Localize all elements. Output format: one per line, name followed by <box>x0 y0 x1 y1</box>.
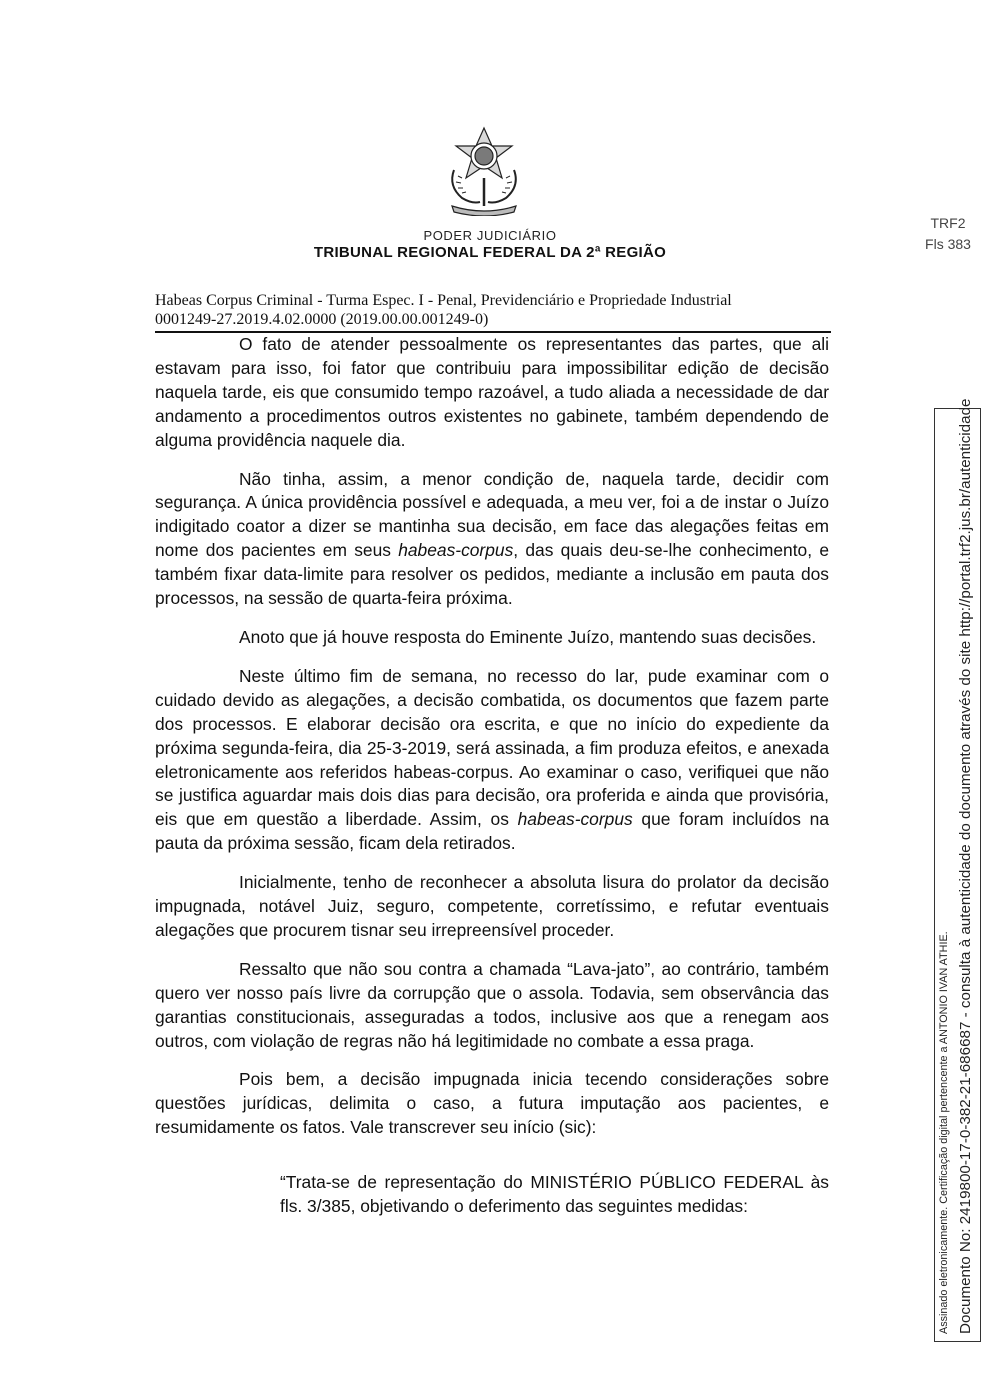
paragraph-text: , das quais deu-se-lhe conhecimento, e também fixar data-limite para resolver os pedidos, mediante a inclusão em pauta dos processos, na sessão de quarta-feira próxima. <box>155 540 829 609</box>
block-quote: “Trata-se de representação do MINISTÉRIO PÚBLICO FEDERAL às fls. 3/385, objetivando o deferimento das seguintes medidas: <box>280 1172 829 1217</box>
paragraph <box>155 665 829 856</box>
case-number: 0001249-27.2019.4.02.0000 (2019.00.00.001249-0) <box>155 311 489 328</box>
page-tag <box>920 213 976 255</box>
emphasized-term: habeas-corpus <box>517 809 633 830</box>
paragraph-text: Neste último fim de semana, no recesso do lar, pude examinar com o cuidado devido as alegações, a decisão combatida, os documentos que fazem parte dos processos. E elaborar decisão ora escrita, e que no início do expediente da próxima segunda-feira, dia 25-3-2019, será assinada, a fim produza efeitos, e anexada eletronicamente aos referidos habeas-corpus. Ao examinar o caso, verifiquei que não se justifica aguardar mais dois dias para decisão, ora proferida e ainda que provisória, eis que em questão a liberdade. Assim, os <box>155 665 829 830</box>
court-tag: TRF2 <box>930 215 966 231</box>
document-authenticity-line: Documento No: 2419800-17-0-382-21-686687 - consulta à autenticidade do documento através do site http://portal.trf2.jus.br/autenticidade <box>957 398 974 1334</box>
paragraph-text: que foram incluídos na pauta da próxima sessão, ficam dela retirados. <box>155 809 829 854</box>
paragraph: Anoto que já houve resposta do Eminente Juízo, mantendo suas decisões. <box>239 626 817 647</box>
paragraph: Ressalto que não sou contra a chamada “Lava-jato”, ao contrário, também quero ver nosso país livre da corrupção que o assola. Todavia, sem observância das garantias constitucionais, asseguradas a todos, inclusive aos que a renegam aos outros, com violação de regras não há legitimidade no combate a essa praga. <box>155 958 829 1051</box>
org-line-1: PODER JUDICIÁRIO <box>423 228 557 243</box>
document-body <box>155 333 829 1234</box>
paragraph-text: Não tinha, assim, a menor condição de, naquela tarde, decidir com segurança. A única providência possível e adequada, a meu ver, foi a de instar o Juízo indigitado coator a dizer se mantinha sua decisão, em face das alegações feitas em nome dos pacientes em seus <box>155 468 829 561</box>
paragraph <box>155 468 829 611</box>
paragraph: Inicialmente, tenho de reconhecer a absoluta lisura do prolator da decisão impugnada, notável Juiz, seguro, competente, corretíssimo, e refutar eventuais alegações que procurem tisnar seu irrepreensível proceder. <box>155 872 829 940</box>
emphasized-term: habeas-corpus <box>398 540 514 561</box>
coat-of-arms-emblem <box>444 124 524 216</box>
paragraph: O fato de atender pessoalmente os representantes das partes, que ali estavam para isso, foi fator que contribuiu para impossibilitar edição de decisão naquela tarde, eis que consumido tempo razoável, a tudo aliada a necessidade de dar andamento a procedimentos outros existentes no gabinete, também dependendo de alguma providência naquele dia. <box>155 334 829 450</box>
paragraph: Pois bem, a decisão impugnada inicia tecendo considerações sobre questões jurídicas, delimita o caso, a futura imputação aos pacientes, e resumidamente os fatos. Vale transcrever seu início (sic): <box>155 1069 829 1138</box>
org-line-2: TRIBUNAL REGIONAL FEDERAL DA 2ª REGIÃO <box>313 244 667 261</box>
digital-signature-line: Assinado eletronicamente. Certificação digital pertencente a ANTONIO IVAN ATHIE. <box>938 931 950 1334</box>
case-title: Habeas Corpus Criminal - Turma Espec. I - Penal, Previdenciário e Propriedade Industrial <box>155 292 732 309</box>
folio-number: Fls 383 <box>925 236 971 252</box>
